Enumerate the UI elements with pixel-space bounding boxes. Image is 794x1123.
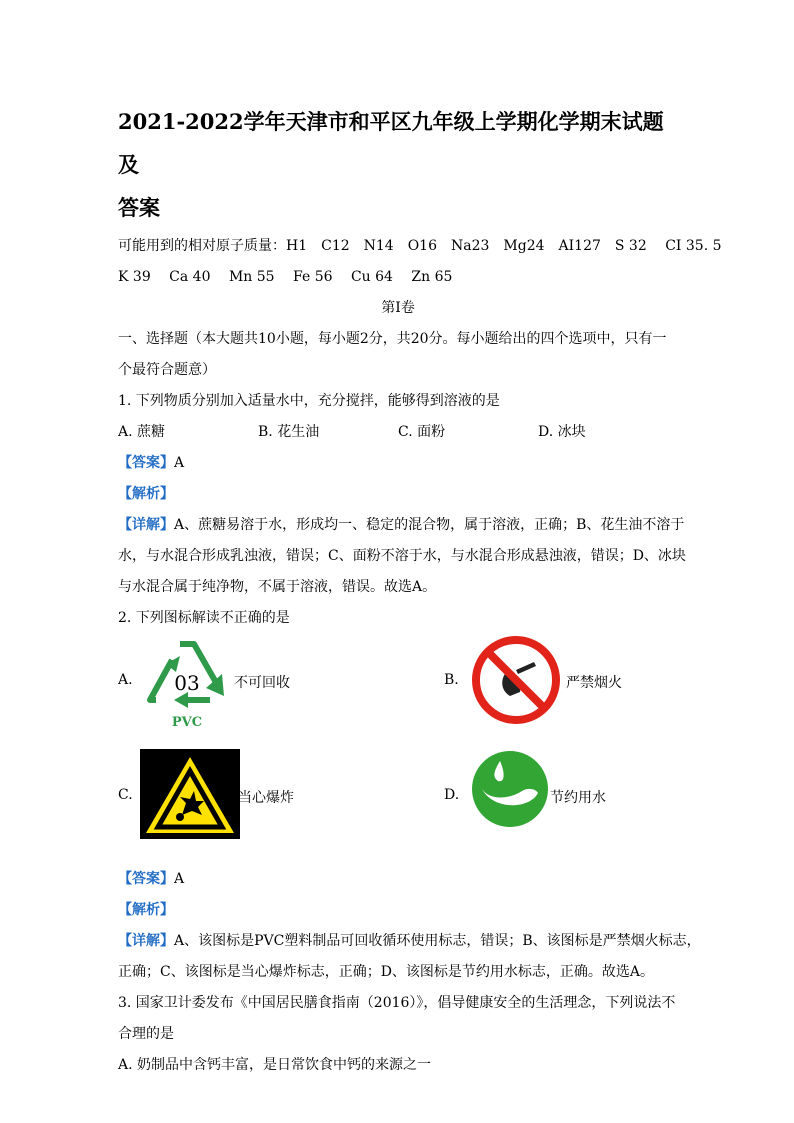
- q1-detail-line-1: [118, 510, 685, 541]
- q2-sign-b-caption: 严禁烟火: [566, 675, 622, 691]
- q1-option-d: D. 冰块: [538, 424, 586, 440]
- q1-answer: [118, 448, 678, 479]
- q2-detail-text-1: A、该图标是PVC塑料制品可回收循环使用标志，错误；B、该图标是严禁烟火标志，: [174, 933, 701, 949]
- q1-option-c: C. 面粉: [398, 424, 446, 440]
- q3-stem-line-2: 合理的是: [118, 1026, 174, 1042]
- q1-option-b: B. 花生油: [258, 424, 320, 440]
- q2-sign-b-letter: B.: [444, 672, 459, 688]
- q2-sign-d: [444, 749, 684, 864]
- q2-sign-c-caption: 当心爆炸: [238, 790, 294, 806]
- atomic-masses-line-1: 可能用到的相对原子质量：H1 C12 N14 O16 Na23 Mg24 AI127 S 32 CI 35. 5: [118, 238, 722, 254]
- q2-detail-line-2: 正确；C、该图标是当心爆炸标志，正确；D、该图标是节约用水标志，正确。故选A。: [118, 964, 655, 980]
- q2-sign-b: [444, 634, 684, 749]
- document-title: [118, 100, 678, 229]
- no-fire-icon: [470, 634, 562, 726]
- q2-sign-d-caption: 节约用水: [550, 790, 606, 806]
- q1-option-a: A. 蔗糖: [118, 424, 166, 440]
- q1-detail-line-3: 与水混合属于纯净物，不属于溶液，错误。故选A。: [118, 579, 437, 595]
- recycle-pvc-text: PVC: [171, 715, 203, 730]
- q2-stem: 2. 下列图标解读不正确的是: [118, 610, 290, 626]
- recycle-code-text: 03: [174, 671, 200, 695]
- recycle-pvc-icon: [142, 634, 232, 732]
- answer-tag: 【答案】: [118, 455, 174, 471]
- analysis-tag: 【解析】: [118, 902, 174, 918]
- q3-option-a: A. 奶制品中含钙丰富，是日常饮食中钙的来源之一: [118, 1057, 432, 1073]
- q1-detail-line-2: 水，与水混合形成乳浊液，错误；C、面粉不溶于水，与水混合形成悬浊液，错误；D、冰块: [118, 548, 686, 564]
- document-page: [118, 100, 722, 1081]
- explosion-warning-icon: [140, 749, 240, 839]
- part-heading-line-2: 个最符合题意）: [118, 362, 216, 378]
- detail-tag: 【详解】: [118, 517, 174, 533]
- q2-sign-a: [118, 634, 418, 749]
- atomic-masses-line-2: K 39 Ca 40 Mn 55 Fe 56 Cu 64 Zn 65: [118, 269, 453, 285]
- q1-analysis: [118, 479, 678, 510]
- q2-analysis: [118, 895, 678, 926]
- q1-answer-value: A: [174, 455, 185, 471]
- title-line-2: 答案: [118, 195, 160, 220]
- q2-signs-row-1: [118, 634, 678, 749]
- part-heading-line-1: 一、选择题（本大题共10小题，每小题2分，共20分。每小题给出的四个选项中，只有一: [118, 331, 667, 347]
- q2-answer-value: A: [174, 871, 185, 887]
- save-water-icon: [470, 749, 550, 829]
- q1-options: [118, 417, 678, 448]
- section-title: 第I卷: [381, 300, 415, 316]
- q2-sign-d-letter: D.: [444, 787, 460, 803]
- q2-sign-a-letter: A.: [118, 672, 133, 688]
- analysis-tag: 【解析】: [118, 486, 174, 502]
- detail-tag: 【详解】: [118, 933, 174, 949]
- q2-answer: [118, 864, 678, 895]
- title-line-1: 2021-2022学年天津市和平区九年级上学期化学期末试题及: [118, 109, 664, 177]
- q3-stem-line-1: 3. 国家卫计委发布《中国居民膳食指南（2016）》，倡导健康安全的生活理念，下列说法不: [118, 995, 676, 1011]
- q2-signs-row-2: [118, 749, 678, 864]
- answer-tag: 【答案】: [118, 871, 174, 887]
- q1-detail-text-1: A、蔗糖易溶于水，形成均一、稳定的混合物，属于溶液，正确；B、花生油不溶于: [174, 517, 685, 533]
- q2-sign-a-caption: 不可回收: [234, 675, 290, 691]
- q2-detail-line-1: [118, 926, 701, 957]
- q2-sign-c: [118, 749, 418, 864]
- q2-sign-c-letter: C.: [118, 787, 133, 803]
- q1-stem: 1. 下列物质分别加入适量水中，充分搅拌，能够得到溶液的是: [118, 393, 500, 409]
